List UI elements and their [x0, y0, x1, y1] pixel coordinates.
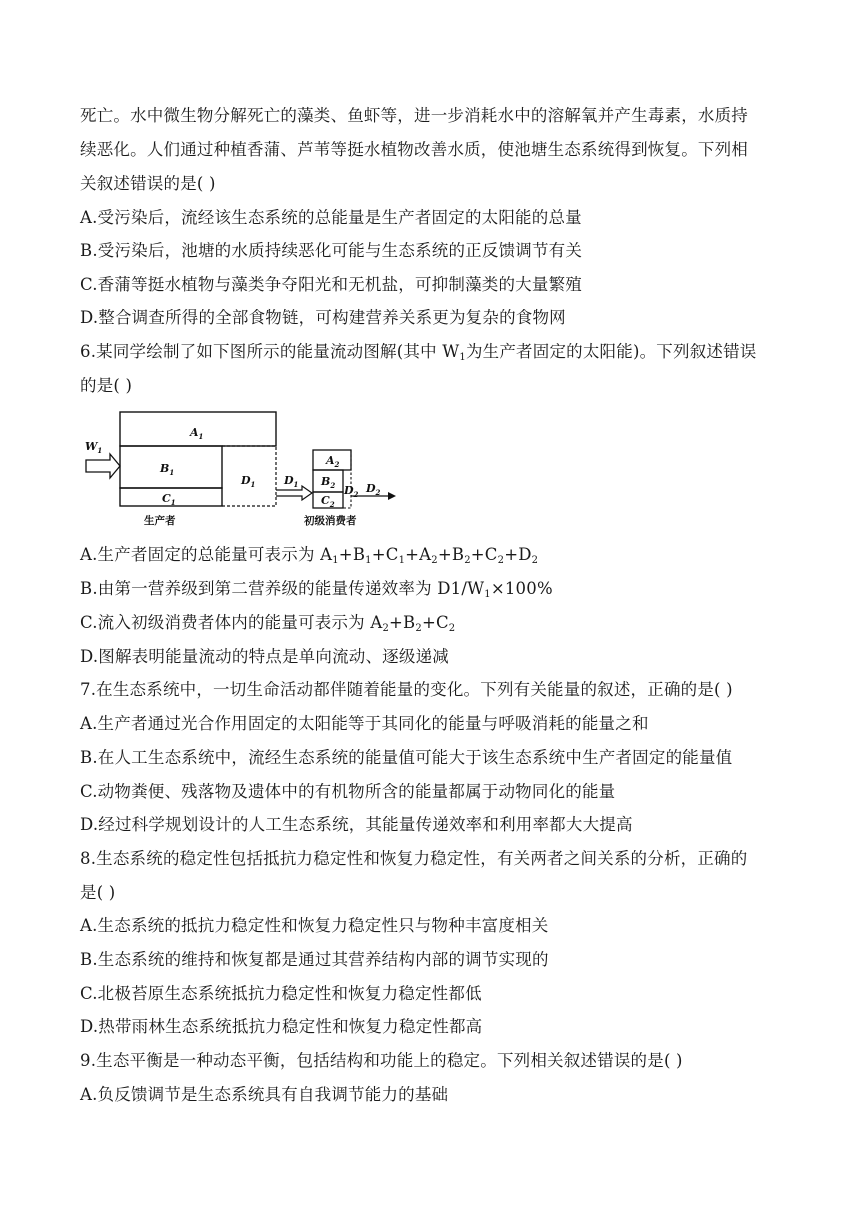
- q6-stem-line-1: [80, 342, 780, 362]
- q9-stem: 9.生态平衡是一种动态平衡，包括结构和功能上的稳定。下列相关叙述错误的是( ): [80, 1051, 683, 1070]
- q5-option-c: C.香蒲等挺水植物与藻类争夺阳光和无机盐，可抑制藻类的大量繁殖: [80, 275, 582, 294]
- q6-option-b-text: B.由第一营养级到第二营养级的能量传递效率为 D1/W: [80, 579, 485, 598]
- d2-label: $D_2$: [344, 484, 359, 499]
- a1-label: $A_1$: [190, 426, 204, 441]
- c1-label: $C_1$: [162, 492, 176, 507]
- q5-stem-line-1: 死亡。水中微生物分解死亡的藻类、鱼虾等，进一步消耗水中的溶解氧并产生毒素，水质持: [80, 106, 748, 125]
- q8-option-c: C.北极苔原生态系统抵抗力稳定性和恢复力稳定性都低: [80, 984, 482, 1003]
- q5-option-b: B.受污染后，池塘的水质持续恶化可能与生态系统的正反馈调节有关: [80, 241, 583, 260]
- q6-option-b: B.由第一营养级到第二营养级的能量传递效率为 $D1/W_1\times 100\%$: [80, 579, 553, 600]
- q6-stem-text: 6.某同学绘制了如下图所示的能量流动图解(其中 W: [80, 342, 460, 361]
- w1-label: $W_1$: [85, 440, 103, 455]
- q6-option-a: A.生产者固定的总能量可表示为 $A_1+B_1+C_1+A_2+B_2+C_2+D_2$: [80, 545, 539, 566]
- q5-stem-line-2: 续恶化。人们通过种植香蒲、芦苇等挺水植物改善水质，使池塘生态系统得到恢复。下列相: [80, 140, 748, 159]
- q7-stem: 7.在生态系统中，一切生命活动都伴随着能量的变化。下列有关能量的叙述，正确的是( ): [80, 680, 733, 699]
- energy-flow-diagram: [82, 406, 412, 532]
- q7-option-a: A.生产者通过光合作用固定的太阳能等于其同化的能量与呼吸消耗的能量之和: [80, 714, 649, 733]
- q5-option-a: A.受污染后，流经该生态系统的总能量是生产者固定的太阳能的总量: [80, 208, 582, 227]
- q7-option-c: C.动物粪便、残落物及遗体中的有机物所含的能量都属于动物同化的能量: [80, 782, 616, 801]
- q5-stem-line-3: 关叙述错误的是( ): [80, 174, 216, 193]
- d1-arrow-label: $D_1$: [284, 474, 299, 489]
- b2-label: $B_2$: [321, 475, 336, 490]
- b1-label: $B_1$: [160, 462, 175, 477]
- q6-option-d: D.图解表明能量流动的特点是单向流动、逐级递减: [80, 647, 449, 666]
- q8-stem-line-2: 是( ): [80, 883, 116, 902]
- consumer-caption: 初级消费者: [304, 515, 357, 527]
- q7-option-b: B.在人工生态系统中，流经生态系统的能量值可能大于该生态系统中生产者固定的能量值: [80, 748, 733, 767]
- d2-arrow-label: $D_2$: [366, 482, 381, 497]
- q6-option-c: C.流入初级消费者体内的能量可表示为 $A_2+B_2+C_2$: [80, 613, 456, 634]
- q8-stem-line-1: 8.生态系统的稳定性包括抵抗力稳定性和恢复力稳定性，有关两者之间关系的分析，正确的: [80, 849, 748, 868]
- q8-option-b: B.生态系统的维持和恢复都是通过其营养结构内部的调节实现的: [80, 950, 549, 969]
- b1-box: [120, 446, 222, 488]
- q8-option-d: D.热带雨林生态系统抵抗力稳定性和恢复力稳定性都高: [80, 1017, 483, 1036]
- d2-box: [343, 450, 351, 508]
- q6-option-a-text: A.生产者固定的总能量可表示为 A: [80, 545, 333, 564]
- w1-arrow: [86, 454, 120, 478]
- producer-caption: 生产者: [144, 515, 176, 527]
- q8-option-a: A.生态系统的抵抗力稳定性和恢复力稳定性只与物种丰富度相关: [80, 916, 549, 935]
- c2-label: $C_2$: [321, 494, 335, 509]
- q6-stem-text-2: 为生产者固定的太阳能)。下列叙述错误: [465, 342, 757, 361]
- q7-option-d: D.经过科学规划设计的人工生态系统，其能量传递效率和利用率都大大提高: [80, 815, 633, 834]
- q6-option-c-text: C.流入初级消费者体内的能量可表示为 A: [80, 613, 383, 632]
- d1-label: $D_1$: [241, 474, 256, 489]
- q9-option-a: A.负反馈调节是生态系统具有自我调节能力的基础: [80, 1085, 449, 1104]
- q6-stem-sub: 1: [459, 352, 466, 363]
- a2-label: $A_2$: [326, 454, 340, 469]
- q6-stem-line-2: 的是( ): [80, 376, 133, 395]
- d2-arrow-head: [388, 492, 396, 500]
- q5-option-d: D.整合调查所得的全部食物链，可构建营养关系更为复杂的食物网: [80, 308, 566, 327]
